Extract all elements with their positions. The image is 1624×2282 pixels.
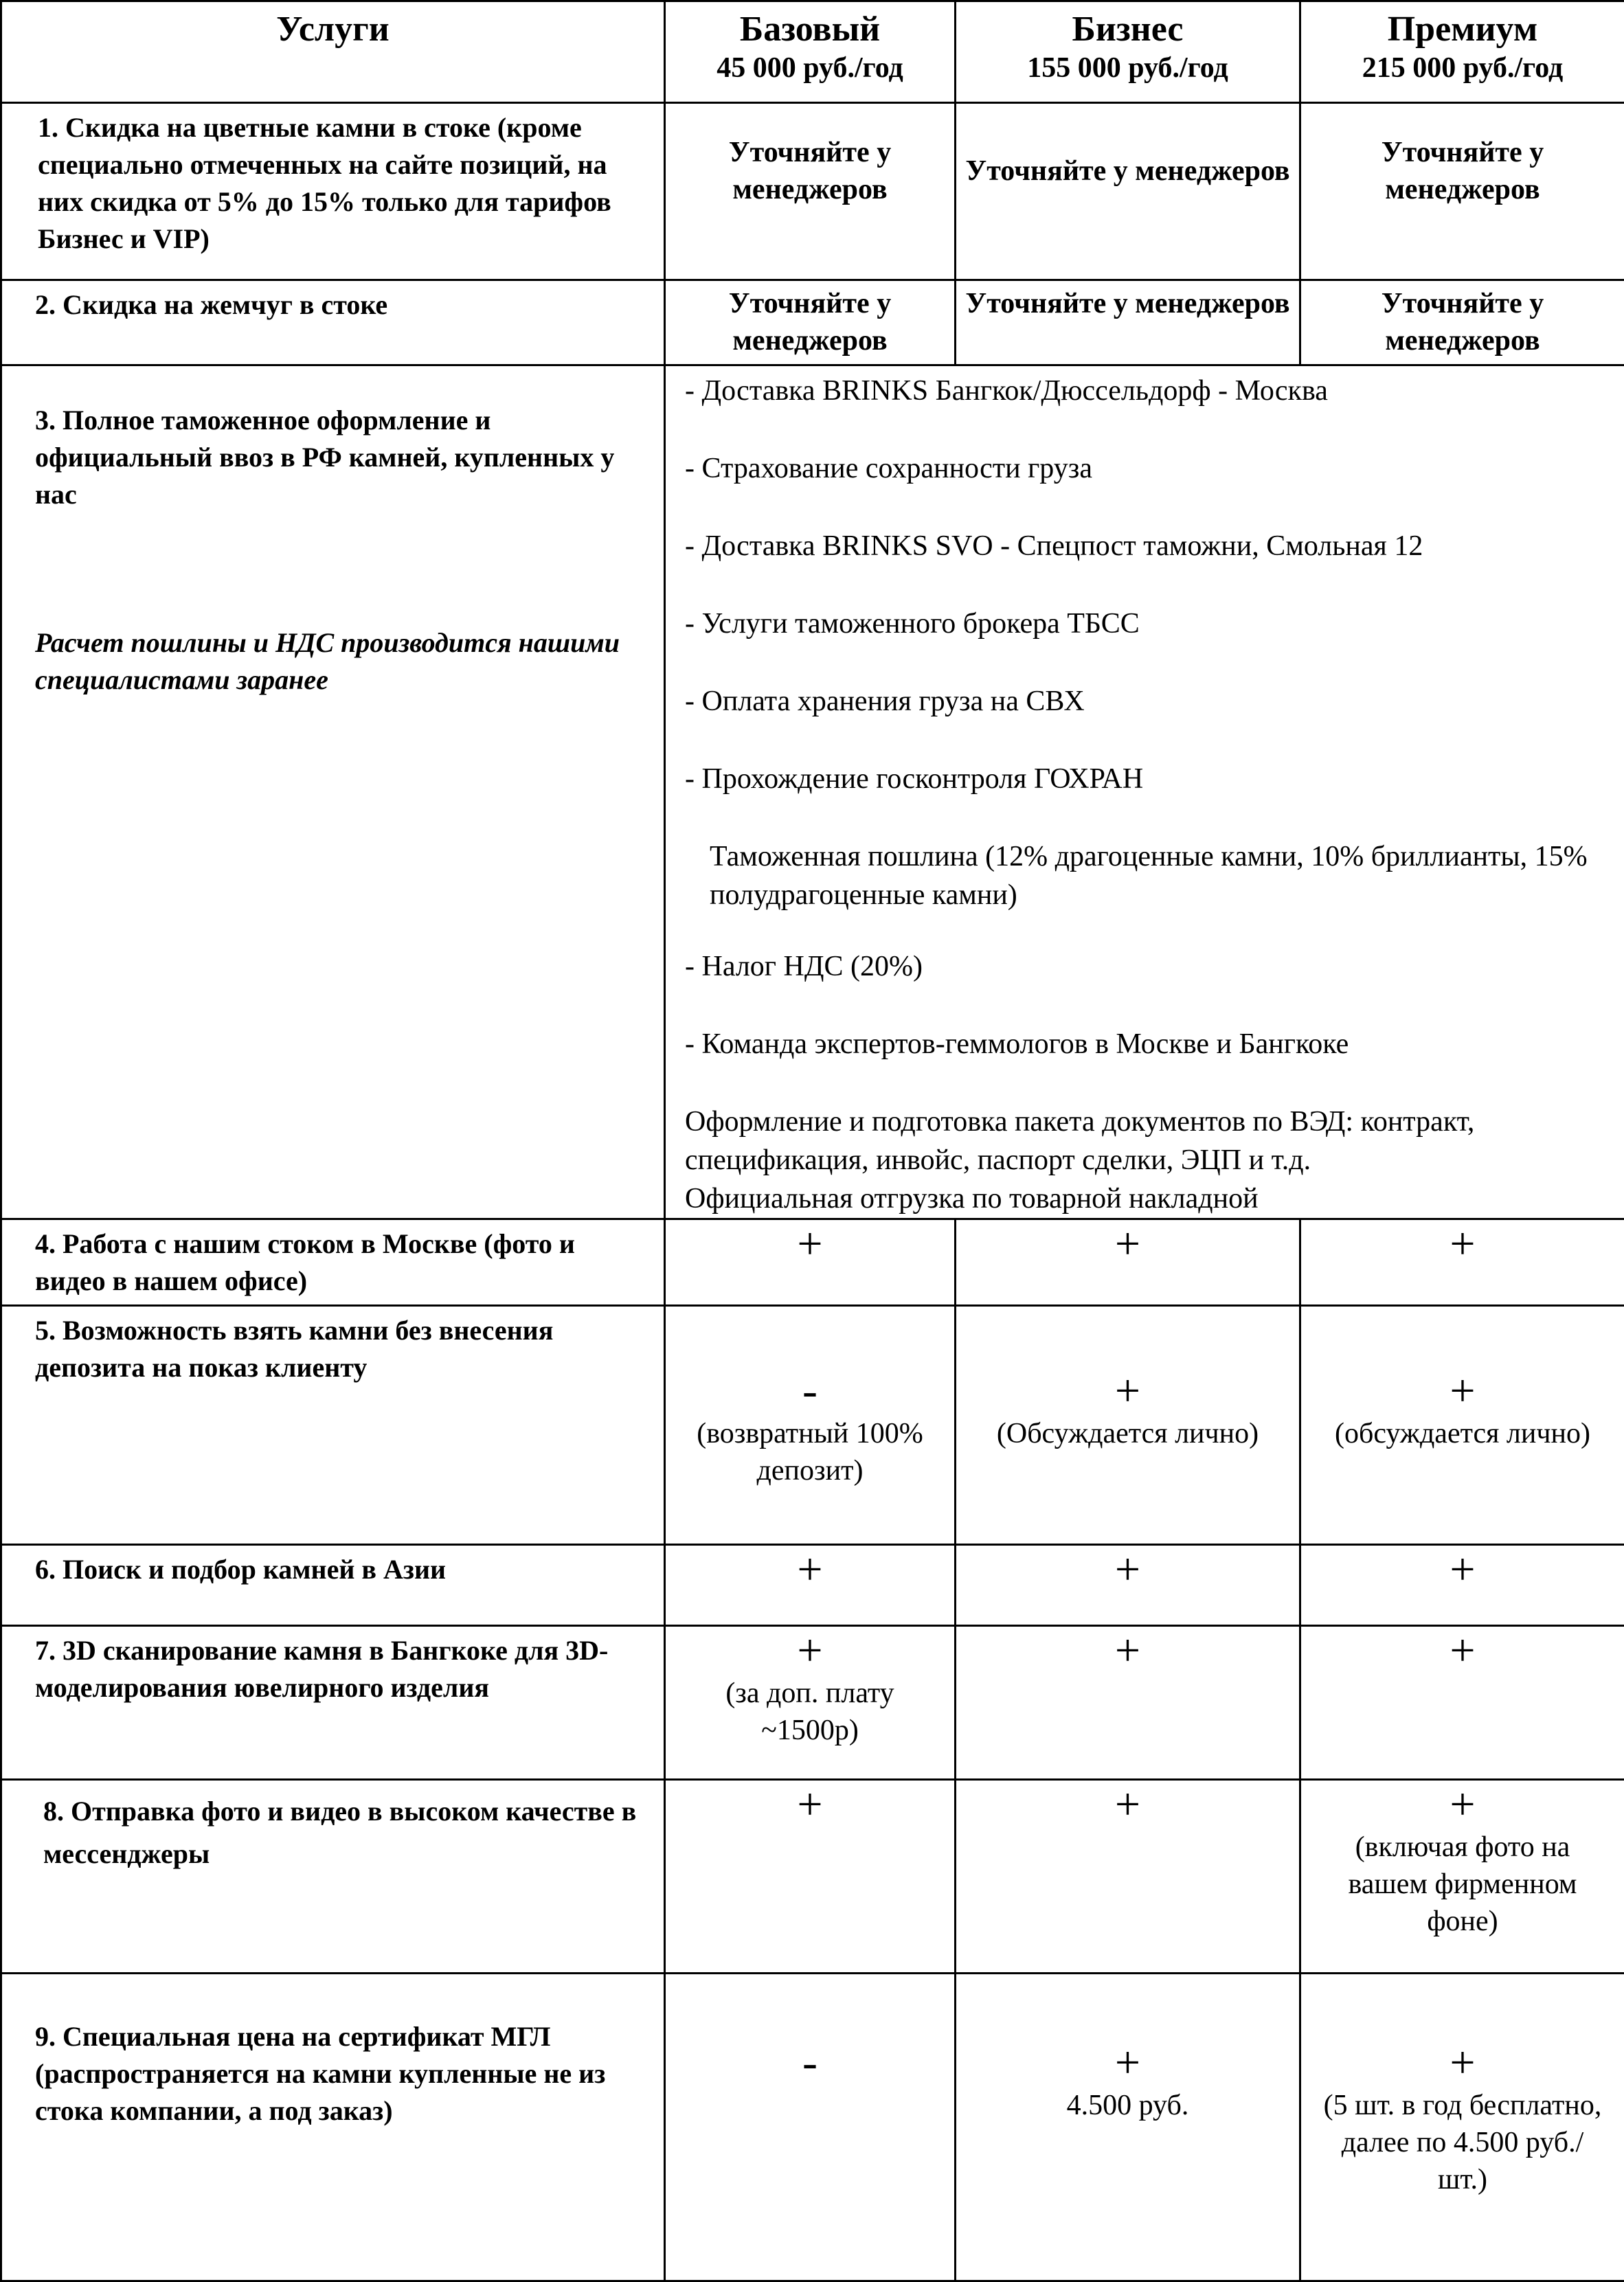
plan-cell: Уточняйте у менеджеров — [956, 280, 1300, 365]
list-item: - Прохождение госконтроля ГОХРАН — [685, 760, 1610, 798]
plus-mark: + — [666, 1220, 954, 1268]
list-item: - Страхование сохранности груза — [685, 449, 1610, 488]
table-row — [1, 1974, 1624, 2281]
table-row — [1, 1626, 1624, 1780]
table-header-row — [1, 1, 1624, 103]
minus-mark: - — [666, 2039, 954, 2087]
header-plan-premium — [1300, 1, 1624, 103]
plan-price: 215 000 руб./год — [1301, 50, 1624, 86]
list-item: - Оплата хранения груза на СВХ — [685, 682, 1610, 721]
plus-mark: + — [956, 2039, 1299, 2087]
table-row — [1, 1306, 1624, 1545]
plan-cell: Уточняйте у менеджеров — [665, 103, 956, 280]
plan-cell — [1300, 1545, 1624, 1626]
service-cell: 6. Поиск и подбор камней в Азии — [1, 1545, 665, 1626]
list-item: Таможенная пошлина (12% драгоценные камни, 10% бриллианты, 15% полудрагоценные камни) — [685, 837, 1610, 914]
plan-note: (включая фото на вашем фирменном фоне) — [1329, 1829, 1597, 1940]
plus-mark: + — [1301, 1627, 1624, 1675]
table-row — [1, 280, 1624, 365]
plan-note: (обсуждается лично) — [1301, 1415, 1624, 1452]
service-label: 3. Полное таможенное оформление и официальный ввоз в РФ камней, купленных у нас — [35, 405, 614, 510]
plus-mark: + — [956, 1546, 1299, 1594]
plan-cell — [956, 1626, 1300, 1780]
plan-name: Базовый — [666, 2, 954, 50]
plan-name: Бизнес — [956, 2, 1299, 50]
list-item: - Доставка BRINKS SVO - Спецпост таможни, Смольная 12 — [685, 527, 1610, 565]
header-services-label: Услуги — [2, 2, 664, 50]
plan-note: (возвратный 100% депозит) — [666, 1415, 954, 1489]
service-cell — [1, 365, 665, 1219]
plan-cell — [956, 1780, 1300, 1974]
table-row — [1, 103, 1624, 280]
plus-mark: + — [1322, 2039, 1603, 2087]
plan-price: 155 000 руб./год — [956, 50, 1299, 86]
plan-cell: Уточняйте у менеджеров — [665, 280, 956, 365]
plan-note: (за доп. плату ~1500р) — [686, 1675, 934, 1749]
plan-cell — [956, 1545, 1300, 1626]
plus-mark: + — [956, 1367, 1299, 1415]
service-cell: 1. Скидка на цветные камни в стоке (кроме специально отмеченных на сайте позиций, на них скидка от 5% до 15% только для тарифов Бизнес и VIP) — [1, 103, 665, 280]
plan-cell: Уточняйте у менеджеров — [1300, 280, 1624, 365]
service-note: Расчет пошлины и НДС производится нашими специалистами заранее — [35, 624, 649, 699]
plan-cell — [665, 1219, 956, 1306]
plus-mark: + — [956, 1781, 1299, 1829]
service-cell: 2. Скидка на жемчуг в стоке — [1, 280, 665, 365]
list-item: Официальная отгрузка по товарной накладной — [685, 1179, 1610, 1218]
list-item: Оформление и подготовка пакета документов по ВЭД: контракт, спецификация, инвойс, паспорт сделки, ЭЦП и т.д. — [685, 1103, 1610, 1179]
minus-mark: - — [666, 1367, 954, 1415]
service-cell: 5. Возможность взять камни без внесения депозита на показ клиенту — [1, 1306, 665, 1545]
service-cell: 4. Работа с нашим стоком в Москве (фото и видео в нашем офисе) — [1, 1219, 665, 1306]
header-services — [1, 1, 665, 103]
table-row — [1, 365, 1624, 1219]
plus-mark: + — [1301, 1220, 1624, 1268]
plus-mark: + — [1329, 1781, 1597, 1829]
plan-cell — [665, 1974, 956, 2281]
plus-mark: + — [1301, 1546, 1624, 1594]
service-cell: 9. Специальная цена на сертификат МГЛ (распространяется на камни купленные не из стока компании, а под заказ) — [1, 1974, 665, 2281]
plan-cell — [665, 1780, 956, 1974]
plan-name: Премиум — [1301, 2, 1624, 50]
plan-cell — [1300, 1306, 1624, 1545]
plan-cell — [665, 1545, 956, 1626]
plan-cell — [1300, 1219, 1624, 1306]
plan-cell — [665, 1306, 956, 1545]
service-cell: 8. Отправка фото и видео в высоком качестве в мессенджеры — [1, 1780, 665, 1974]
plus-mark: + — [666, 1781, 954, 1829]
plan-cell — [956, 1974, 1300, 2281]
plan-note: (Обсуждается лично) — [956, 1415, 1299, 1452]
list-item: - Команда экспертов-геммологов в Москве и Бангкоке — [685, 1025, 1610, 1063]
plan-price: 45 000 руб./год — [666, 50, 954, 86]
table-row — [1, 1219, 1624, 1306]
table-row — [1, 1780, 1624, 1974]
plan-cell — [1300, 1780, 1624, 1974]
plus-mark: + — [956, 1627, 1299, 1675]
header-plan-business — [956, 1, 1300, 103]
service-cell: 7. 3D сканирование камня в Бангкоке для 3D-моделирования ювелирного изделия — [1, 1626, 665, 1780]
plan-cell — [956, 1306, 1300, 1545]
plan-cell — [956, 1219, 1300, 1306]
table-row — [1, 1545, 1624, 1626]
plus-mark: + — [956, 1220, 1299, 1268]
list-item: - Налог НДС (20%) — [685, 947, 1610, 986]
plan-note: 4.500 руб. — [956, 2087, 1299, 2124]
plan-cell — [665, 1626, 956, 1780]
plan-cell: Уточняйте у менеджеров — [956, 103, 1300, 280]
plan-cell — [1300, 1974, 1624, 2281]
list-item: - Доставка BRINKS Бангкок/Дюссельдорф - Москва — [685, 372, 1610, 410]
plan-cell — [1300, 1626, 1624, 1780]
customs-services-list — [665, 365, 1624, 1219]
plus-mark: + — [686, 1627, 934, 1675]
plus-mark: + — [1301, 1367, 1624, 1415]
plan-cell: Уточняйте у менеджеров — [1300, 103, 1624, 280]
plus-mark: + — [666, 1546, 954, 1594]
plan-note: (5 шт. в год бесплатно, далее по 4.500 руб./шт.) — [1322, 2087, 1603, 2198]
header-plan-basic — [665, 1, 956, 103]
list-item: - Услуги таможенного брокера ТБСС — [685, 605, 1610, 643]
